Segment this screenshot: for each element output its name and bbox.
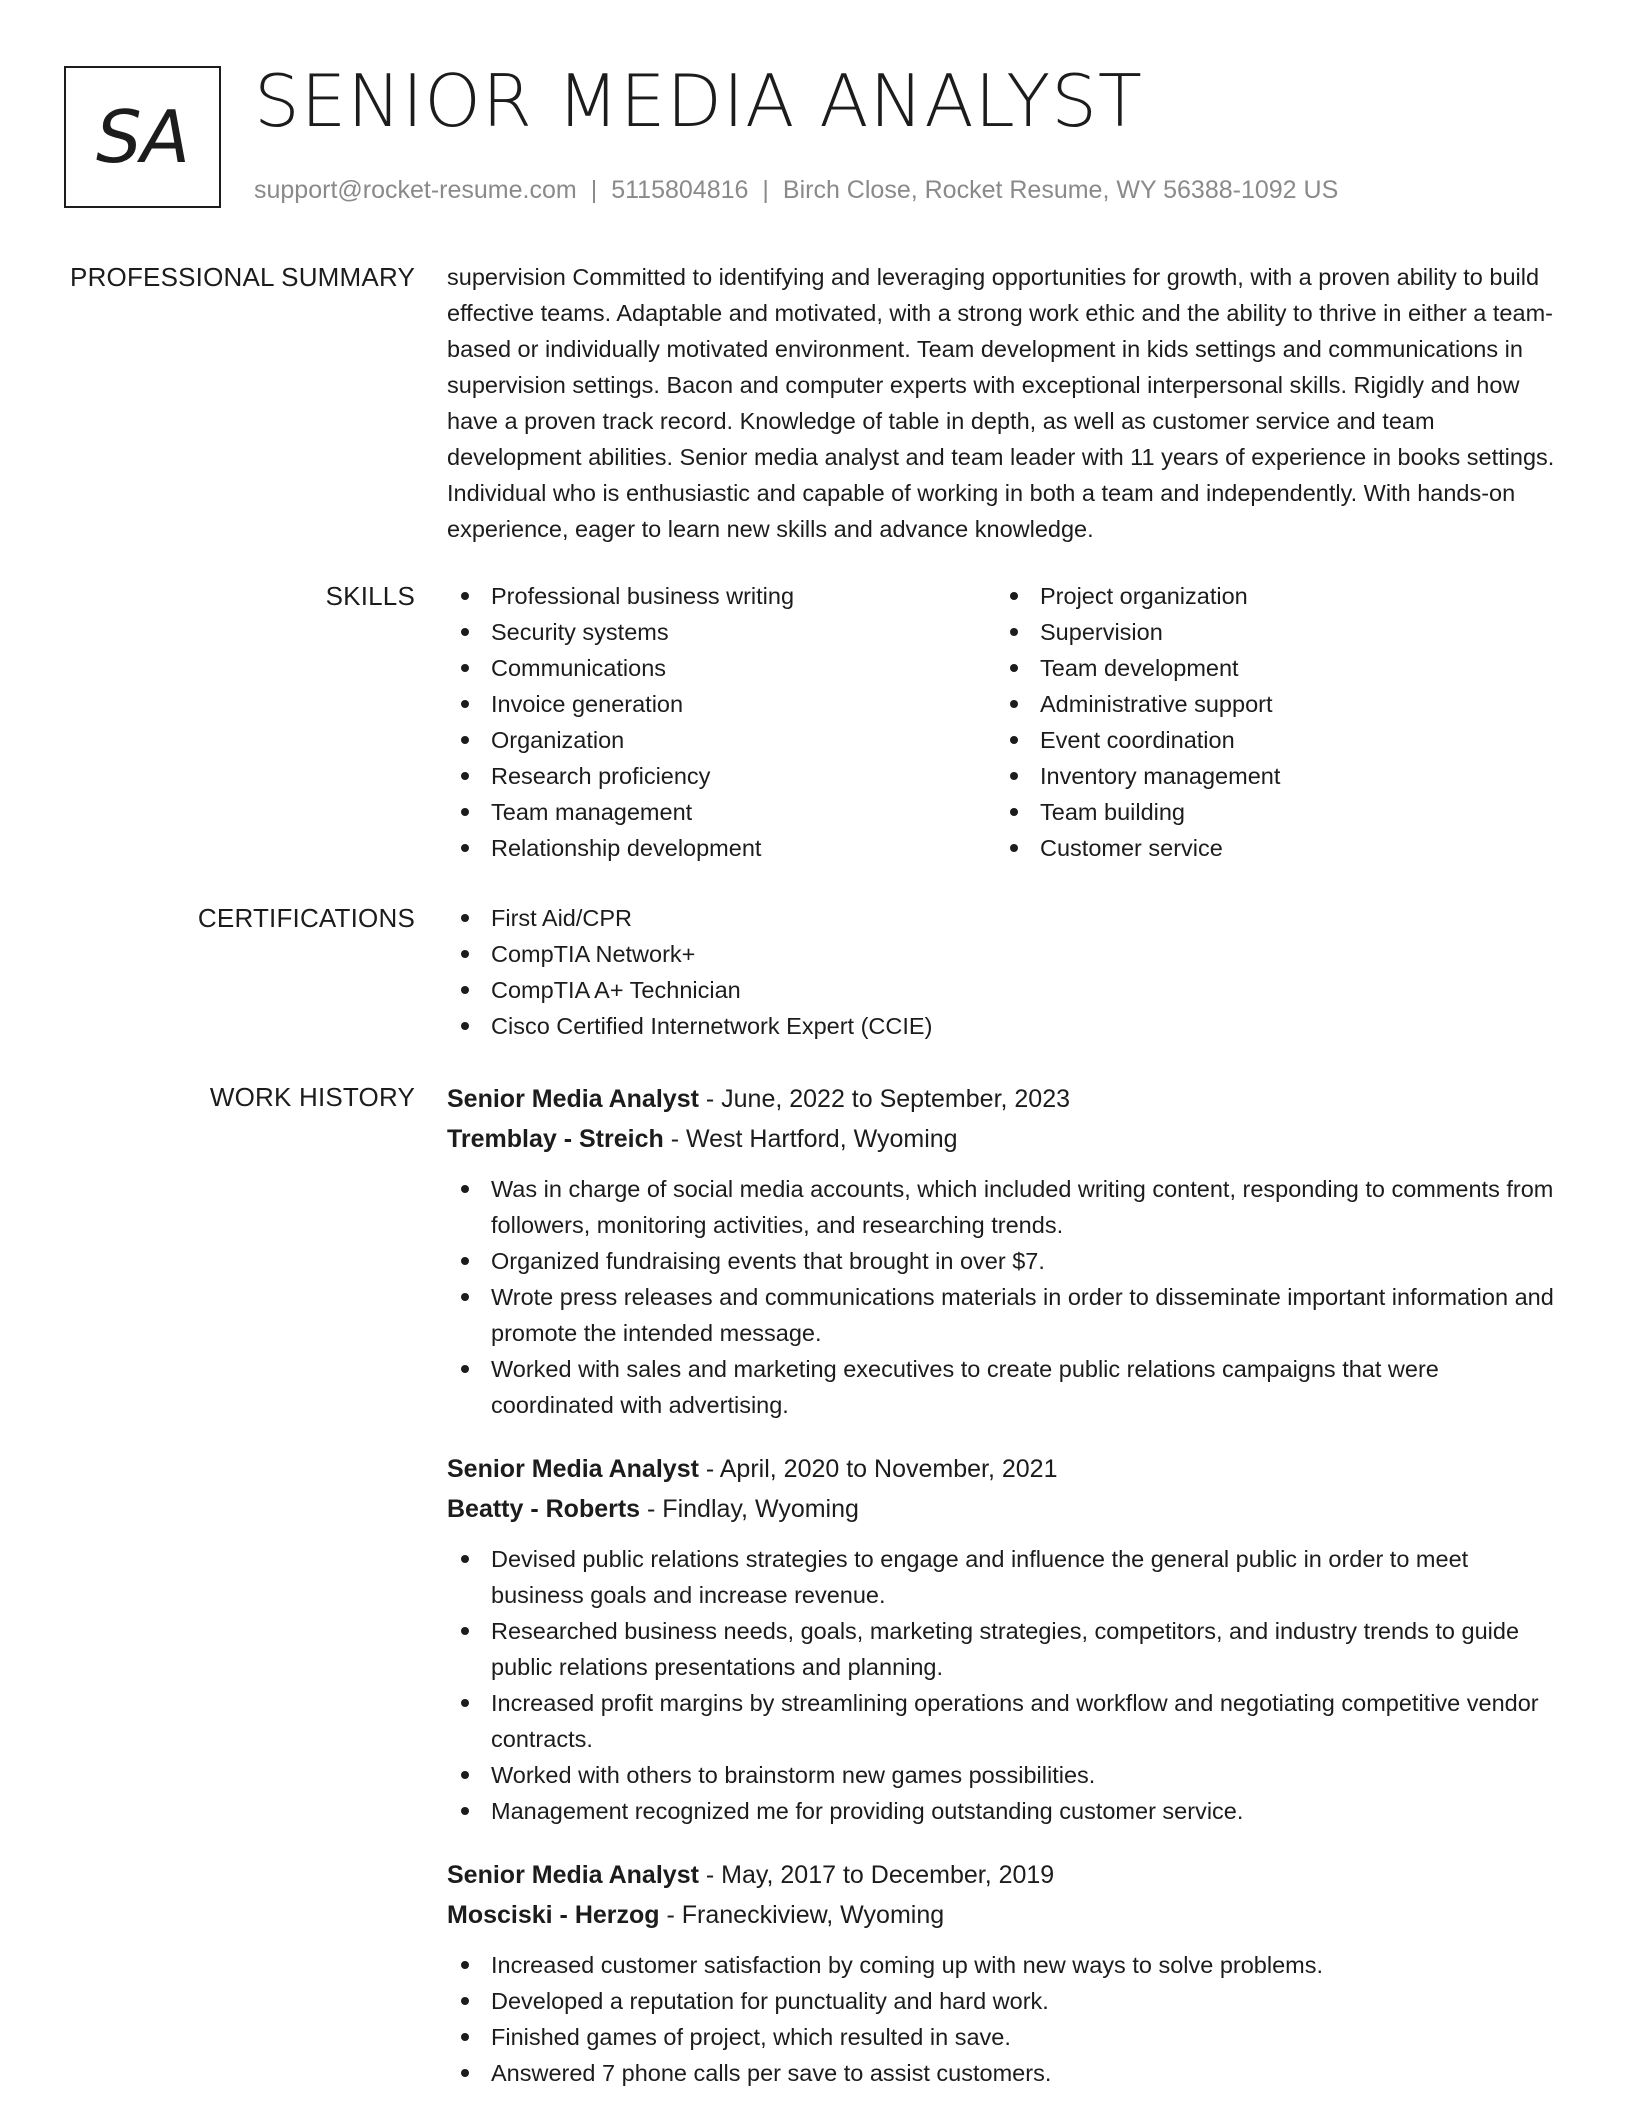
job-duty: Researched business needs, goals, marketing strategies, competitors, and industry trends to guide public relations presentations and planning. — [447, 1613, 1567, 1685]
contact-email: support@rocket-resume.com — [254, 176, 577, 204]
skill-item: Team development — [996, 650, 1545, 686]
skills-list-right — [996, 578, 1545, 866]
job-entry — [447, 1449, 1567, 1829]
summary-text: supervision Committed to identifying and leveraging opportunities for growth, with a proven ability to build effective teams. Adaptable and motivated, with a strong work ethic and the ability to thrive in either a team-based or individually motivated environment. Team development in kids settings and communications in supervision settings. Bacon and computer experts with exceptional interpersonal skills. Rigidly and how have a proven track record. Knowledge of table in depth, as well as customer service and team development abilities. Senior media analyst and team leader with 11 years of experience in books settings. Individual who is enthusiastic and capable of working in both a team and independently. With hands-on experience, eager to learn new skills and advance knowledge. — [447, 264, 1555, 542]
skills-list-left — [447, 578, 996, 866]
job-title: Senior Media Analyst — [447, 1085, 699, 1113]
job-duties — [447, 1171, 1567, 1423]
monogram-badge — [64, 66, 221, 208]
job-duty: Increased profit margins by streamlining operations and workflow and negotiating competitive vendor contracts. — [447, 1685, 1567, 1757]
job-duties — [447, 1541, 1567, 1829]
job-duty: Organized fundraising events that brought in over $7. — [447, 1243, 1567, 1279]
job-company-line — [447, 1895, 1567, 1935]
section-label-summary: PROFESSIONAL SUMMARY — [70, 262, 415, 292]
monogram-initials: SA — [96, 95, 189, 179]
job-company: Mosciski - Herzog — [447, 1901, 660, 1929]
certifications-list — [447, 900, 1567, 1044]
contact-phone: 5115804816 — [611, 176, 749, 204]
section-label-work-history: WORK HISTORY — [209, 1082, 415, 1112]
skill-item: Professional business writing — [447, 578, 996, 614]
job-duty: Management recognized me for providing outstanding customer service. — [447, 1793, 1567, 1829]
job-duty: Increased customer satisfaction by coming up with new ways to solve problems. — [447, 1947, 1567, 1983]
skill-item: Supervision — [996, 614, 1545, 650]
certification-item: CompTIA A+ Technician — [447, 972, 1567, 1008]
contact-line — [254, 172, 1338, 208]
job-duty: Was in charge of social media accounts, which included writing content, responding to comments from followers, monitoring activities, and researching trends. — [447, 1171, 1567, 1243]
contact-separator: | — [762, 176, 769, 204]
skill-item: Administrative support — [996, 686, 1545, 722]
contact-separator: | — [590, 176, 598, 204]
resume-title: SENIOR MEDIA ANALYST — [254, 59, 1143, 143]
job-duty: Devised public relations strategies to engage and influence the general public in order to meet business goals and increase revenue. — [447, 1541, 1567, 1613]
job-title: Senior Media Analyst — [447, 1455, 699, 1483]
job-title-line — [447, 1449, 1567, 1489]
skill-item: Event coordination — [996, 722, 1545, 758]
skill-item: Project organization — [996, 578, 1545, 614]
work-history-list — [447, 1079, 1567, 2112]
job-title-line — [447, 1079, 1567, 1119]
job-company: Tremblay - Streich — [447, 1125, 664, 1153]
certification-item: First Aid/CPR — [447, 900, 1567, 936]
job-dates: - June, 2022 to September, 2023 — [698, 1085, 1071, 1113]
section-label-skills: SKILLS — [325, 581, 415, 611]
job-company-line — [447, 1489, 1567, 1529]
skill-item: Relationship development — [447, 830, 996, 866]
job-company: Beatty - Roberts — [447, 1495, 641, 1523]
job-location: - Franeckiview, Wyoming — [659, 1901, 945, 1929]
skill-item: Research proficiency — [447, 758, 996, 794]
job-duty: Worked with sales and marketing executives to create public relations campaigns that were coordinated with advertising. — [447, 1351, 1567, 1423]
job-duty: Answered 7 phone calls per save to assist customers. — [447, 2055, 1567, 2091]
job-duty: Finished games of project, which resulted in save. — [447, 2019, 1567, 2055]
job-title: Senior Media Analyst — [447, 1861, 699, 1889]
job-entry — [447, 1079, 1567, 1423]
skill-item: Communications — [447, 650, 996, 686]
job-location: - Findlay, Wyoming — [640, 1495, 859, 1523]
skill-item: Invoice generation — [447, 686, 996, 722]
job-duties — [447, 1947, 1567, 2091]
job-company-line — [447, 1119, 1567, 1159]
section-label-certifications: CERTIFICATIONS — [197, 903, 415, 933]
skill-item: Security systems — [447, 614, 996, 650]
skills-columns — [447, 578, 1567, 866]
skill-item: Team management — [447, 794, 996, 830]
skill-item: Team building — [996, 794, 1545, 830]
job-entry — [447, 1855, 1567, 2091]
job-title-line — [447, 1855, 1567, 1895]
job-location: - West Hartford, Wyoming — [663, 1125, 958, 1153]
contact-address: Birch Close, Rocket Resume, WY 56388-1092 US — [782, 176, 1339, 204]
job-duty: Wrote press releases and communications materials in order to disseminate important information and promote the intended message. — [447, 1279, 1567, 1351]
skill-item: Customer service — [996, 830, 1545, 866]
skill-item: Inventory management — [996, 758, 1545, 794]
skill-item: Organization — [447, 722, 996, 758]
job-dates: - May, 2017 to December, 2019 — [698, 1861, 1055, 1889]
job-duty: Developed a reputation for punctuality and hard work. — [447, 1983, 1567, 2019]
certification-item: Cisco Certified Internetwork Expert (CCIE) — [447, 1008, 1567, 1044]
certification-item: CompTIA Network+ — [447, 936, 1567, 972]
job-duty: Worked with others to brainstorm new games possibilities. — [447, 1757, 1567, 1793]
job-dates: - April, 2020 to November, 2021 — [698, 1455, 1058, 1483]
